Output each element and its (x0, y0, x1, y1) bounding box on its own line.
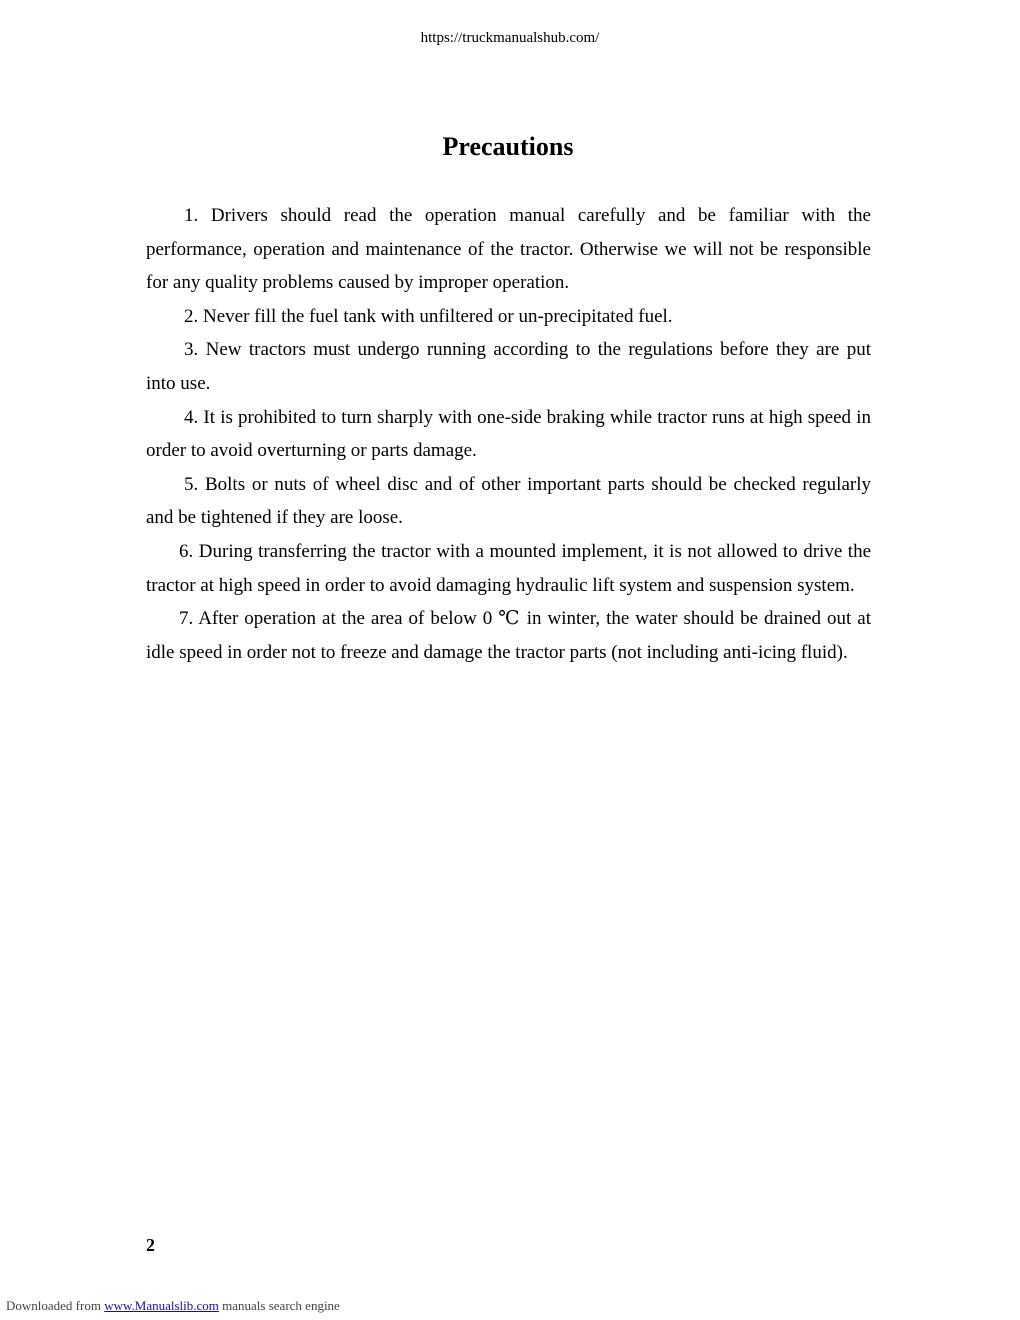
precaution-item-7: 7. After operation at the area of below 0 ℃ in winter, the water should be drained out at idle speed in order not to freeze and damage the tractor parts (not including anti-icing fluid). (146, 608, 871, 663)
precautions-list (146, 199, 871, 669)
download-footer (6, 1298, 340, 1314)
manualslib-link[interactable]: www.Manualslib.com (104, 1298, 219, 1313)
precaution-item-4: 4. It is prohibited to turn sharply with one-side braking while tractor runs at high speed in order to avoid overturning or parts damage. (146, 406, 871, 462)
precaution-item-6: 6. During transferring the tractor with a mounted implement, it is not allowed to drive the tractor at high speed in order to avoid damaging hydraulic lift system and suspension system. (146, 540, 871, 596)
footer-suffix: manuals search engine (222, 1298, 340, 1313)
precaution-item-1: 1. Drivers should read the operation manual carefully and be familiar with the performance, operation and maintenance of the tractor. Otherwise we will not be responsible for any quality problems caused by improper operation. (146, 205, 871, 294)
page-number: 2 (146, 1235, 155, 1255)
precaution-item-2: 2. Never fill the fuel tank with unfiltered or un-precipitated fuel. (184, 305, 673, 327)
precaution-item-5: 5. Bolts or nuts of wheel disc and of other important parts should be checked regularly and be tightened if they are loose. (146, 473, 871, 529)
header-url: https://truckmanualshub.com/ (420, 30, 600, 46)
precaution-item-3: 3. New tractors must undergo running according to the regulations before they are put into use. (146, 339, 871, 394)
page-title: Precautions (442, 132, 574, 161)
footer-prefix: Downloaded from (6, 1298, 101, 1313)
